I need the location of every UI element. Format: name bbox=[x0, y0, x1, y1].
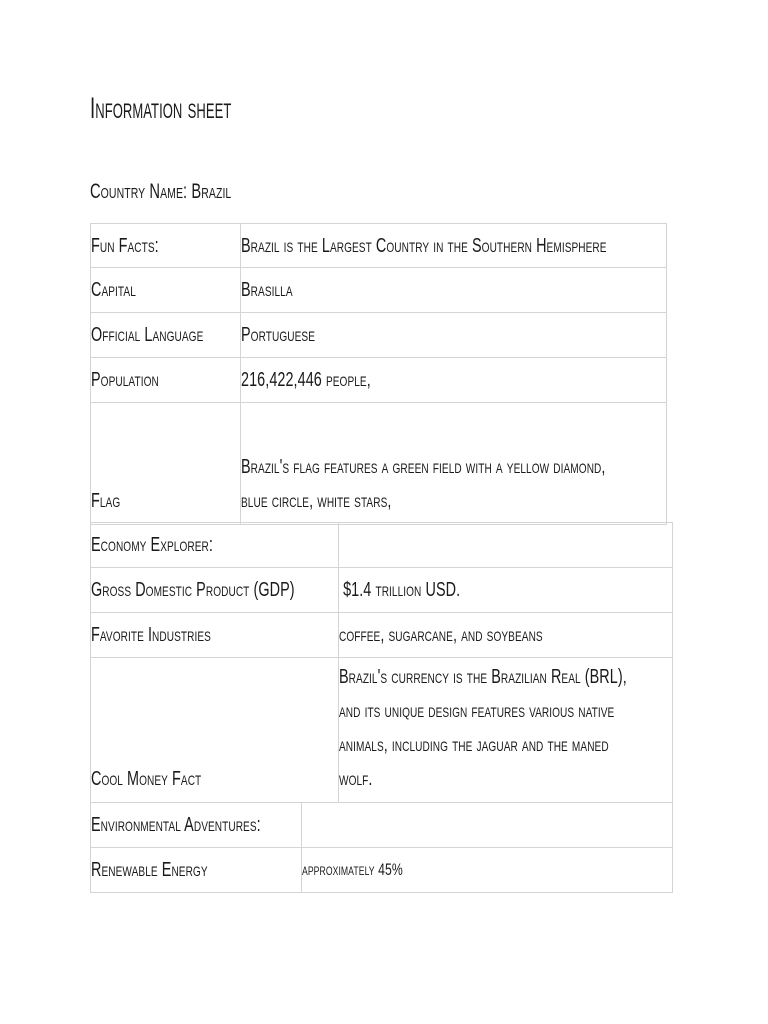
money-fact-line-4: wolf. bbox=[339, 768, 373, 790]
environment-table bbox=[90, 802, 673, 893]
money-fact-line-3: animals, including the jaguar and the maned bbox=[339, 734, 609, 756]
basics-table bbox=[90, 223, 667, 525]
page-title: Information sheet bbox=[90, 92, 232, 125]
economy-table bbox=[90, 522, 673, 803]
flag-label: Flag bbox=[91, 490, 121, 512]
table-row bbox=[91, 224, 667, 268]
country-name-line: Country Name: Brazil bbox=[90, 180, 232, 203]
industries-label: Favorite Industries bbox=[91, 624, 211, 646]
flag-value-line-2: blue circle, white stars, bbox=[241, 490, 392, 512]
table-row bbox=[91, 523, 673, 568]
fun-facts-value: Brazil is the Largest Country in the Southern Hemisphere bbox=[241, 234, 607, 257]
language-label: Official Language bbox=[91, 324, 204, 346]
table-row bbox=[91, 658, 673, 803]
table-row bbox=[91, 613, 673, 658]
industries-value: coffee, sugarcane, and soybeans bbox=[339, 624, 543, 646]
table-row bbox=[91, 268, 667, 313]
table-row bbox=[91, 803, 673, 848]
population-label: Population bbox=[91, 369, 159, 391]
capital-label: Capital bbox=[91, 279, 136, 301]
population-value: 216,422,446 people, bbox=[241, 369, 371, 391]
environment-header: Environmental Adventures: bbox=[91, 814, 261, 836]
renewable-label: Renewable Energy bbox=[91, 859, 208, 881]
table-row bbox=[91, 313, 667, 358]
table-row bbox=[91, 358, 667, 403]
money-fact-line-1: Brazil's currency is the Brazilian Real (BRL), bbox=[339, 666, 627, 688]
money-fact-line-2: and its unique design features various native bbox=[339, 700, 615, 722]
capital-value: Brasilla bbox=[241, 279, 293, 301]
gdp-label: Gross Domestic Product (GDP) bbox=[91, 579, 295, 601]
language-value: Portuguese bbox=[241, 324, 315, 346]
gdp-value: $1.4 trillion USD. bbox=[339, 579, 461, 601]
table-row bbox=[91, 568, 673, 613]
table-row bbox=[91, 848, 673, 893]
table-row bbox=[91, 403, 667, 525]
money-fact-label: Cool Money Fact bbox=[91, 768, 202, 790]
economy-header: Economy Explorer: bbox=[91, 534, 213, 556]
flag-value-line-1: Brazil's flag features a green field with a yellow diamond, bbox=[241, 456, 606, 478]
fun-facts-label: Fun Facts: bbox=[91, 234, 159, 257]
renewable-value: approximately 45% bbox=[302, 860, 403, 879]
